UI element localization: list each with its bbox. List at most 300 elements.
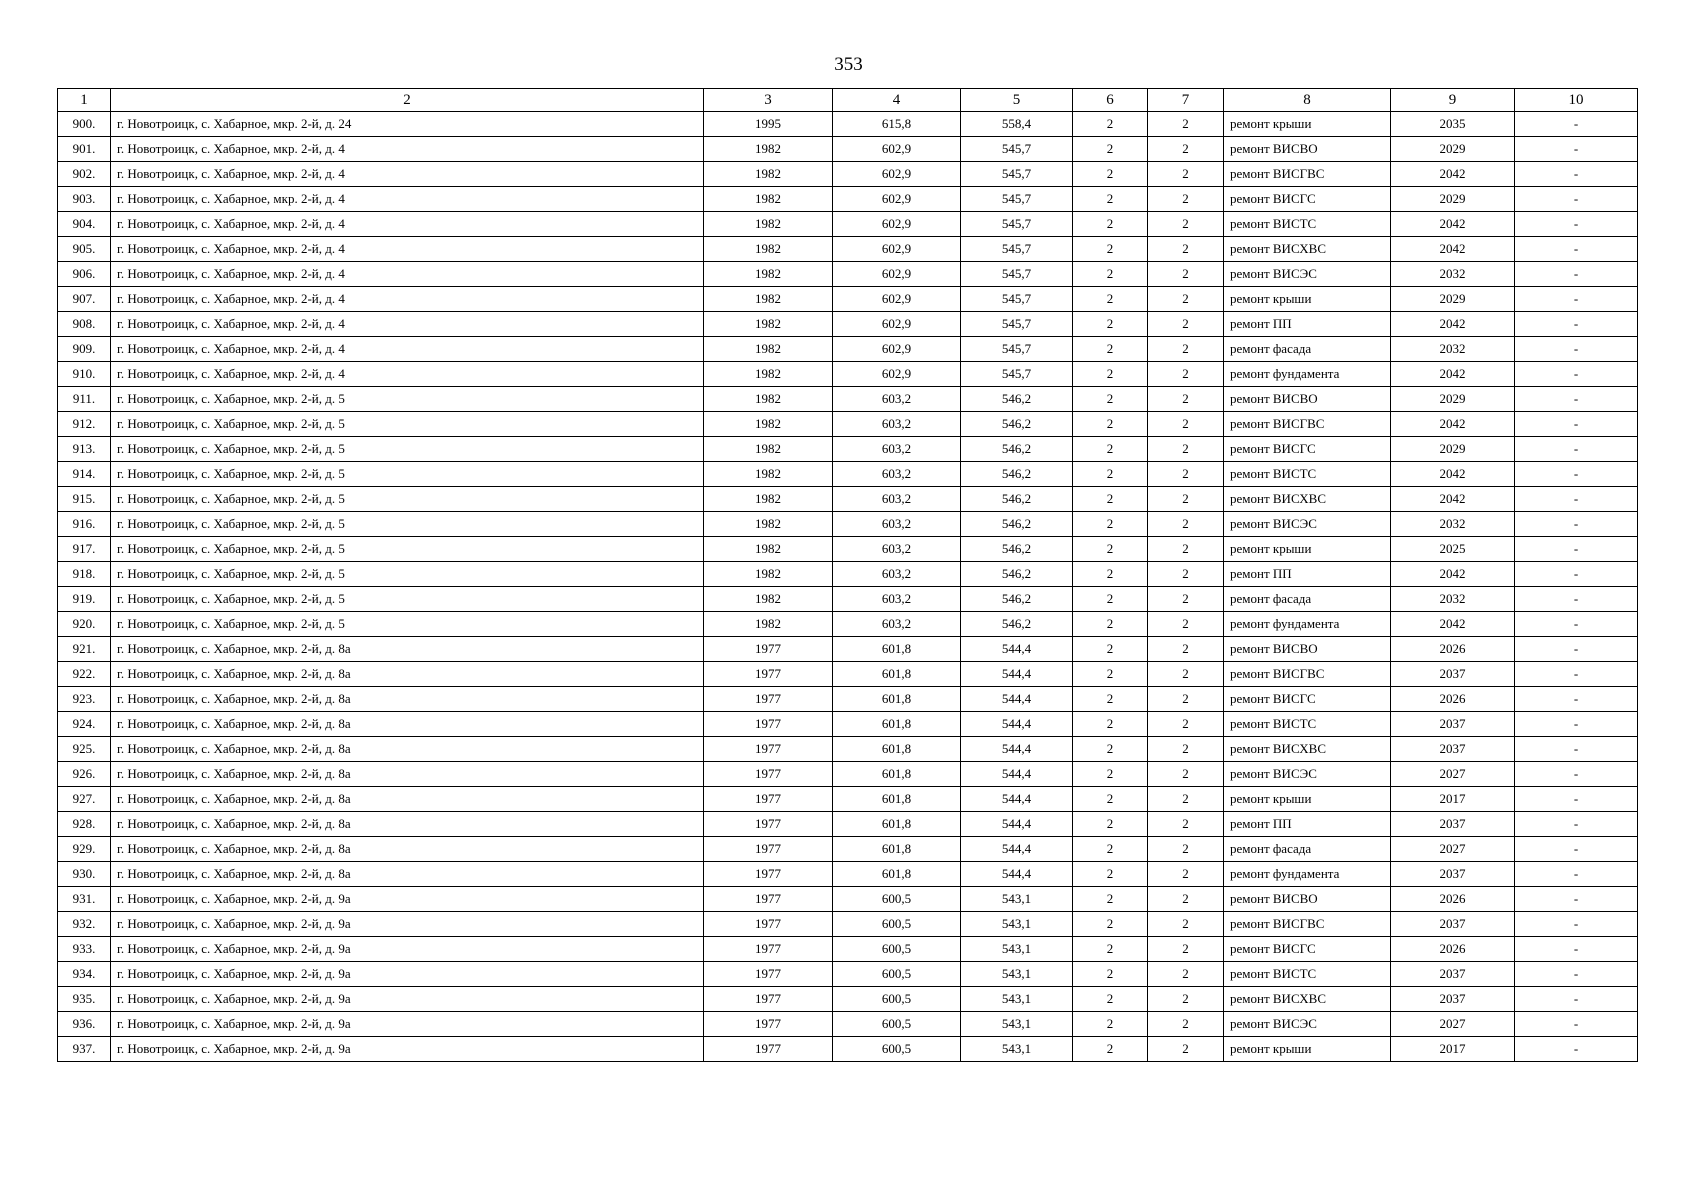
floors-cell: 2: [1073, 562, 1148, 587]
note-cell: -: [1515, 462, 1638, 487]
col-work-type-header: 8: [1224, 89, 1391, 112]
work-type-cell: ремонт ВИСХВС: [1224, 987, 1391, 1012]
col-year-header: 3: [704, 89, 833, 112]
row-number: 918.: [58, 562, 111, 587]
plan-year-cell: 2027: [1391, 762, 1515, 787]
entrances-cell: 2: [1148, 837, 1224, 862]
table-row: [58, 212, 1638, 237]
work-type-cell: ремонт ВИСВО: [1224, 137, 1391, 162]
entrances-cell: 2: [1148, 487, 1224, 512]
plan-year-cell: 2026: [1391, 687, 1515, 712]
table-row: [58, 287, 1638, 312]
entrances-cell: 2: [1148, 762, 1224, 787]
floors-cell: 2: [1073, 312, 1148, 337]
living-area-cell: 543,1: [961, 887, 1073, 912]
plan-year-cell: 2032: [1391, 337, 1515, 362]
work-type-cell: ремонт ВИСХВС: [1224, 487, 1391, 512]
year-cell: 1982: [704, 212, 833, 237]
entrances-cell: 2: [1148, 462, 1224, 487]
floors-cell: 2: [1073, 512, 1148, 537]
entrances-cell: 2: [1148, 112, 1224, 137]
table-row: [58, 862, 1638, 887]
year-cell: 1982: [704, 412, 833, 437]
year-cell: 1977: [704, 862, 833, 887]
table-row: [58, 787, 1638, 812]
col-area-header: 4: [833, 89, 961, 112]
entrances-cell: 2: [1148, 337, 1224, 362]
row-number: 919.: [58, 587, 111, 612]
total-area-cell: 600,5: [833, 912, 961, 937]
plan-year-cell: 2029: [1391, 437, 1515, 462]
entrances-cell: 2: [1148, 737, 1224, 762]
address-cell: г. Новотроицк, с. Хабарное, мкр. 2-й, д. 5: [111, 387, 704, 412]
entrances-cell: 2: [1148, 587, 1224, 612]
note-cell: -: [1515, 112, 1638, 137]
living-area-cell: 543,1: [961, 1037, 1073, 1062]
year-cell: 1982: [704, 287, 833, 312]
year-cell: 1977: [704, 837, 833, 862]
total-area-cell: 603,2: [833, 487, 961, 512]
floors-cell: 2: [1073, 787, 1148, 812]
address-cell: г. Новотроицк, с. Хабарное, мкр. 2-й, д. 5: [111, 412, 704, 437]
note-cell: -: [1515, 687, 1638, 712]
address-cell: г. Новотроицк, с. Хабарное, мкр. 2-й, д. 8а: [111, 737, 704, 762]
floors-cell: 2: [1073, 537, 1148, 562]
address-cell: г. Новотроицк, с. Хабарное, мкр. 2-й, д. 4: [111, 237, 704, 262]
entrances-cell: 2: [1148, 662, 1224, 687]
address-cell: г. Новотроицк, с. Хабарное, мкр. 2-й, д. 24: [111, 112, 704, 137]
floors-cell: 2: [1073, 187, 1148, 212]
row-number: 921.: [58, 637, 111, 662]
year-cell: 1977: [704, 637, 833, 662]
table-row: [58, 162, 1638, 187]
col-entrances-header: 7: [1148, 89, 1224, 112]
year-cell: 1977: [704, 962, 833, 987]
floors-cell: 2: [1073, 937, 1148, 962]
entrances-cell: 2: [1148, 812, 1224, 837]
address-cell: г. Новотроицк, с. Хабарное, мкр. 2-й, д. 9а: [111, 1037, 704, 1062]
plan-year-cell: 2029: [1391, 137, 1515, 162]
table-header: [58, 89, 1638, 112]
note-cell: -: [1515, 612, 1638, 637]
row-number: 922.: [58, 662, 111, 687]
note-cell: -: [1515, 362, 1638, 387]
table-row: [58, 312, 1638, 337]
plan-year-cell: 2029: [1391, 287, 1515, 312]
table-row: [58, 837, 1638, 862]
work-type-cell: ремонт ВИСТС: [1224, 212, 1391, 237]
plan-year-cell: 2042: [1391, 362, 1515, 387]
work-type-cell: ремонт фасада: [1224, 837, 1391, 862]
living-area-cell: 545,7: [961, 287, 1073, 312]
year-cell: 1982: [704, 462, 833, 487]
year-cell: 1982: [704, 587, 833, 612]
col-living-area-header: 5: [961, 89, 1073, 112]
year-cell: 1977: [704, 787, 833, 812]
floors-cell: 2: [1073, 637, 1148, 662]
living-area-cell: 544,4: [961, 712, 1073, 737]
address-cell: г. Новотроицк, с. Хабарное, мкр. 2-й, д. 8а: [111, 662, 704, 687]
total-area-cell: 601,8: [833, 712, 961, 737]
plan-year-cell: 2037: [1391, 987, 1515, 1012]
entrances-cell: 2: [1148, 712, 1224, 737]
total-area-cell: 603,2: [833, 562, 961, 587]
address-cell: г. Новотроицк, с. Хабарное, мкр. 2-й, д. 9а: [111, 987, 704, 1012]
entrances-cell: 2: [1148, 387, 1224, 412]
year-cell: 1982: [704, 562, 833, 587]
note-cell: -: [1515, 637, 1638, 662]
plan-year-cell: 2032: [1391, 262, 1515, 287]
work-type-cell: ремонт фундамента: [1224, 612, 1391, 637]
row-number: 929.: [58, 837, 111, 862]
work-type-cell: ремонт ВИСЭС: [1224, 262, 1391, 287]
entrances-cell: 2: [1148, 512, 1224, 537]
year-cell: 1977: [704, 662, 833, 687]
year-cell: 1977: [704, 812, 833, 837]
total-area-cell: 601,8: [833, 687, 961, 712]
note-cell: -: [1515, 137, 1638, 162]
row-number: 908.: [58, 312, 111, 337]
address-cell: г. Новотроицк, с. Хабарное, мкр. 2-й, д. 4: [111, 287, 704, 312]
row-number: 935.: [58, 987, 111, 1012]
col-floors-header: 6: [1073, 89, 1148, 112]
address-cell: г. Новотроицк, с. Хабарное, мкр. 2-й, д. 8а: [111, 637, 704, 662]
note-cell: -: [1515, 337, 1638, 362]
table-row: [58, 337, 1638, 362]
total-area-cell: 603,2: [833, 437, 961, 462]
note-cell: -: [1515, 737, 1638, 762]
year-cell: 1977: [704, 887, 833, 912]
plan-year-cell: 2025: [1391, 537, 1515, 562]
year-cell: 1977: [704, 737, 833, 762]
total-area-cell: 601,8: [833, 737, 961, 762]
table-row: [58, 612, 1638, 637]
table-row: [58, 812, 1638, 837]
total-area-cell: 600,5: [833, 1037, 961, 1062]
row-number: 932.: [58, 912, 111, 937]
plan-year-cell: 2037: [1391, 712, 1515, 737]
floors-cell: 2: [1073, 612, 1148, 637]
total-area-cell: 600,5: [833, 887, 961, 912]
table-row: [58, 1037, 1638, 1062]
plan-year-cell: 2042: [1391, 412, 1515, 437]
row-number: 931.: [58, 887, 111, 912]
year-cell: 1977: [704, 687, 833, 712]
entrances-cell: 2: [1148, 637, 1224, 662]
col-number-header: 1: [58, 89, 111, 112]
registry-table: [57, 88, 1638, 1062]
total-area-cell: 602,9: [833, 337, 961, 362]
row-number: 913.: [58, 437, 111, 462]
table-row: [58, 587, 1638, 612]
floors-cell: 2: [1073, 737, 1148, 762]
floors-cell: 2: [1073, 1012, 1148, 1037]
table-row: [58, 412, 1638, 437]
year-cell: 1982: [704, 137, 833, 162]
total-area-cell: 601,8: [833, 662, 961, 687]
plan-year-cell: 2026: [1391, 887, 1515, 912]
floors-cell: 2: [1073, 887, 1148, 912]
address-cell: г. Новотроицк, с. Хабарное, мкр. 2-й, д. 4: [111, 137, 704, 162]
floors-cell: 2: [1073, 287, 1148, 312]
entrances-cell: 2: [1148, 887, 1224, 912]
total-area-cell: 615,8: [833, 112, 961, 137]
entrances-cell: 2: [1148, 437, 1224, 462]
entrances-cell: 2: [1148, 362, 1224, 387]
address-cell: г. Новотроицк, с. Хабарное, мкр. 2-й, д. 4: [111, 262, 704, 287]
year-cell: 1982: [704, 162, 833, 187]
work-type-cell: ремонт крыши: [1224, 287, 1391, 312]
entrances-cell: 2: [1148, 912, 1224, 937]
address-cell: г. Новотроицк, с. Хабарное, мкр. 2-й, д. 8а: [111, 687, 704, 712]
floors-cell: 2: [1073, 812, 1148, 837]
year-cell: 1977: [704, 937, 833, 962]
table-row: [58, 662, 1638, 687]
note-cell: -: [1515, 887, 1638, 912]
floors-cell: 2: [1073, 212, 1148, 237]
year-cell: 1995: [704, 112, 833, 137]
row-number: 905.: [58, 237, 111, 262]
total-area-cell: 600,5: [833, 1012, 961, 1037]
header-row: [58, 89, 1638, 112]
entrances-cell: 2: [1148, 212, 1224, 237]
address-cell: г. Новотроицк, с. Хабарное, мкр. 2-й, д. 4: [111, 212, 704, 237]
note-cell: -: [1515, 712, 1638, 737]
plan-year-cell: 2026: [1391, 637, 1515, 662]
living-area-cell: 546,2: [961, 437, 1073, 462]
row-number: 925.: [58, 737, 111, 762]
year-cell: 1977: [704, 712, 833, 737]
work-type-cell: ремонт фундамента: [1224, 362, 1391, 387]
plan-year-cell: 2027: [1391, 1012, 1515, 1037]
row-number: 915.: [58, 487, 111, 512]
address-cell: г. Новотроицк, с. Хабарное, мкр. 2-й, д. 9а: [111, 937, 704, 962]
work-type-cell: ремонт ВИСГВС: [1224, 412, 1391, 437]
year-cell: 1982: [704, 262, 833, 287]
living-area-cell: 545,7: [961, 137, 1073, 162]
entrances-cell: 2: [1148, 962, 1224, 987]
address-cell: г. Новотроицк, с. Хабарное, мкр. 2-й, д. 9а: [111, 912, 704, 937]
note-cell: -: [1515, 662, 1638, 687]
floors-cell: 2: [1073, 662, 1148, 687]
address-cell: г. Новотроицк, с. Хабарное, мкр. 2-й, д. 4: [111, 312, 704, 337]
living-area-cell: 544,4: [961, 812, 1073, 837]
year-cell: 1982: [704, 187, 833, 212]
floors-cell: 2: [1073, 837, 1148, 862]
plan-year-cell: 2042: [1391, 612, 1515, 637]
note-cell: -: [1515, 412, 1638, 437]
living-area-cell: 546,2: [961, 512, 1073, 537]
work-type-cell: ремонт ВИСХВС: [1224, 737, 1391, 762]
living-area-cell: 544,4: [961, 637, 1073, 662]
total-area-cell: 601,8: [833, 787, 961, 812]
total-area-cell: 601,8: [833, 812, 961, 837]
col-plan-year-header: 9: [1391, 89, 1515, 112]
living-area-cell: 546,2: [961, 562, 1073, 587]
table-row: [58, 937, 1638, 962]
note-cell: -: [1515, 237, 1638, 262]
total-area-cell: 601,8: [833, 837, 961, 862]
row-number: 910.: [58, 362, 111, 387]
entrances-cell: 2: [1148, 287, 1224, 312]
living-area-cell: 543,1: [961, 912, 1073, 937]
note-cell: -: [1515, 287, 1638, 312]
floors-cell: 2: [1073, 337, 1148, 362]
table-row: [58, 512, 1638, 537]
floors-cell: 2: [1073, 162, 1148, 187]
work-type-cell: ремонт фасада: [1224, 337, 1391, 362]
entrances-cell: 2: [1148, 162, 1224, 187]
year-cell: 1977: [704, 1012, 833, 1037]
living-area-cell: 543,1: [961, 1012, 1073, 1037]
plan-year-cell: 2017: [1391, 787, 1515, 812]
work-type-cell: ремонт ВИСТС: [1224, 712, 1391, 737]
living-area-cell: 545,7: [961, 162, 1073, 187]
address-cell: г. Новотроицк, с. Хабарное, мкр. 2-й, д. 4: [111, 337, 704, 362]
note-cell: -: [1515, 962, 1638, 987]
work-type-cell: ремонт ВИСХВС: [1224, 237, 1391, 262]
work-type-cell: ремонт ВИСВО: [1224, 887, 1391, 912]
living-area-cell: 558,4: [961, 112, 1073, 137]
total-area-cell: 603,2: [833, 412, 961, 437]
table-row: [58, 462, 1638, 487]
floors-cell: 2: [1073, 137, 1148, 162]
address-cell: г. Новотроицк, с. Хабарное, мкр. 2-й, д. 9а: [111, 887, 704, 912]
address-cell: г. Новотроицк, с. Хабарное, мкр. 2-й, д. 9а: [111, 962, 704, 987]
row-number: 933.: [58, 937, 111, 962]
entrances-cell: 2: [1148, 987, 1224, 1012]
work-type-cell: ремонт ВИСТС: [1224, 462, 1391, 487]
note-cell: -: [1515, 562, 1638, 587]
floors-cell: 2: [1073, 912, 1148, 937]
note-cell: -: [1515, 1012, 1638, 1037]
living-area-cell: 544,4: [961, 662, 1073, 687]
table-row: [58, 237, 1638, 262]
note-cell: -: [1515, 187, 1638, 212]
floors-cell: 2: [1073, 862, 1148, 887]
entrances-cell: 2: [1148, 562, 1224, 587]
year-cell: 1982: [704, 512, 833, 537]
table-row: [58, 987, 1638, 1012]
total-area-cell: 602,9: [833, 237, 961, 262]
floors-cell: 2: [1073, 1037, 1148, 1062]
work-type-cell: ремонт ПП: [1224, 812, 1391, 837]
plan-year-cell: 2029: [1391, 187, 1515, 212]
total-area-cell: 601,8: [833, 862, 961, 887]
row-number: 911.: [58, 387, 111, 412]
row-number: 928.: [58, 812, 111, 837]
table-row: [58, 187, 1638, 212]
note-cell: -: [1515, 787, 1638, 812]
year-cell: 1982: [704, 487, 833, 512]
address-cell: г. Новотроицк, с. Хабарное, мкр. 2-й, д. 5: [111, 512, 704, 537]
work-type-cell: ремонт ВИСГС: [1224, 437, 1391, 462]
plan-year-cell: 2037: [1391, 862, 1515, 887]
work-type-cell: ремонт ВИСГВС: [1224, 912, 1391, 937]
row-number: 903.: [58, 187, 111, 212]
floors-cell: 2: [1073, 462, 1148, 487]
note-cell: -: [1515, 587, 1638, 612]
year-cell: 1977: [704, 762, 833, 787]
living-area-cell: 543,1: [961, 937, 1073, 962]
work-type-cell: ремонт ВИСГС: [1224, 187, 1391, 212]
note-cell: -: [1515, 987, 1638, 1012]
living-area-cell: 545,7: [961, 237, 1073, 262]
plan-year-cell: 2042: [1391, 462, 1515, 487]
living-area-cell: 543,1: [961, 962, 1073, 987]
total-area-cell: 600,5: [833, 962, 961, 987]
total-area-cell: 603,2: [833, 537, 961, 562]
entrances-cell: 2: [1148, 612, 1224, 637]
note-cell: -: [1515, 862, 1638, 887]
work-type-cell: ремонт крыши: [1224, 1037, 1391, 1062]
year-cell: 1982: [704, 387, 833, 412]
entrances-cell: 2: [1148, 687, 1224, 712]
row-number: 927.: [58, 787, 111, 812]
entrances-cell: 2: [1148, 787, 1224, 812]
note-cell: -: [1515, 537, 1638, 562]
work-type-cell: ремонт ВИСВО: [1224, 387, 1391, 412]
table-row: [58, 687, 1638, 712]
living-area-cell: 544,4: [961, 687, 1073, 712]
table-row: [58, 487, 1638, 512]
plan-year-cell: 2042: [1391, 487, 1515, 512]
address-cell: г. Новотроицк, с. Хабарное, мкр. 2-й, д. 4: [111, 162, 704, 187]
row-number: 912.: [58, 412, 111, 437]
floors-cell: 2: [1073, 987, 1148, 1012]
year-cell: 1982: [704, 437, 833, 462]
note-cell: -: [1515, 262, 1638, 287]
row-number: 907.: [58, 287, 111, 312]
plan-year-cell: 2037: [1391, 962, 1515, 987]
total-area-cell: 603,2: [833, 462, 961, 487]
floors-cell: 2: [1073, 487, 1148, 512]
floors-cell: 2: [1073, 362, 1148, 387]
address-cell: г. Новотроицк, с. Хабарное, мкр. 2-й, д. 5: [111, 437, 704, 462]
entrances-cell: 2: [1148, 137, 1224, 162]
floors-cell: 2: [1073, 112, 1148, 137]
table-row: [58, 912, 1638, 937]
living-area-cell: 543,1: [961, 987, 1073, 1012]
total-area-cell: 602,9: [833, 262, 961, 287]
entrances-cell: 2: [1148, 937, 1224, 962]
work-type-cell: ремонт ВИСЭС: [1224, 1012, 1391, 1037]
row-number: 937.: [58, 1037, 111, 1062]
total-area-cell: 602,9: [833, 162, 961, 187]
living-area-cell: 546,2: [961, 587, 1073, 612]
row-number: 924.: [58, 712, 111, 737]
work-type-cell: ремонт ВИСЭС: [1224, 512, 1391, 537]
table-row: [58, 437, 1638, 462]
plan-year-cell: 2035: [1391, 112, 1515, 137]
note-cell: -: [1515, 937, 1638, 962]
living-area-cell: 546,2: [961, 612, 1073, 637]
table-row: [58, 762, 1638, 787]
work-type-cell: ремонт ВИСГС: [1224, 937, 1391, 962]
living-area-cell: 545,7: [961, 337, 1073, 362]
row-number: 917.: [58, 537, 111, 562]
row-number: 920.: [58, 612, 111, 637]
entrances-cell: 2: [1148, 187, 1224, 212]
work-type-cell: ремонт ВИСЭС: [1224, 762, 1391, 787]
total-area-cell: 602,9: [833, 137, 961, 162]
total-area-cell: 602,9: [833, 362, 961, 387]
row-number: 923.: [58, 687, 111, 712]
address-cell: г. Новотроицк, с. Хабарное, мкр. 2-й, д. 5: [111, 612, 704, 637]
total-area-cell: 602,9: [833, 312, 961, 337]
total-area-cell: 600,5: [833, 937, 961, 962]
row-number: 936.: [58, 1012, 111, 1037]
